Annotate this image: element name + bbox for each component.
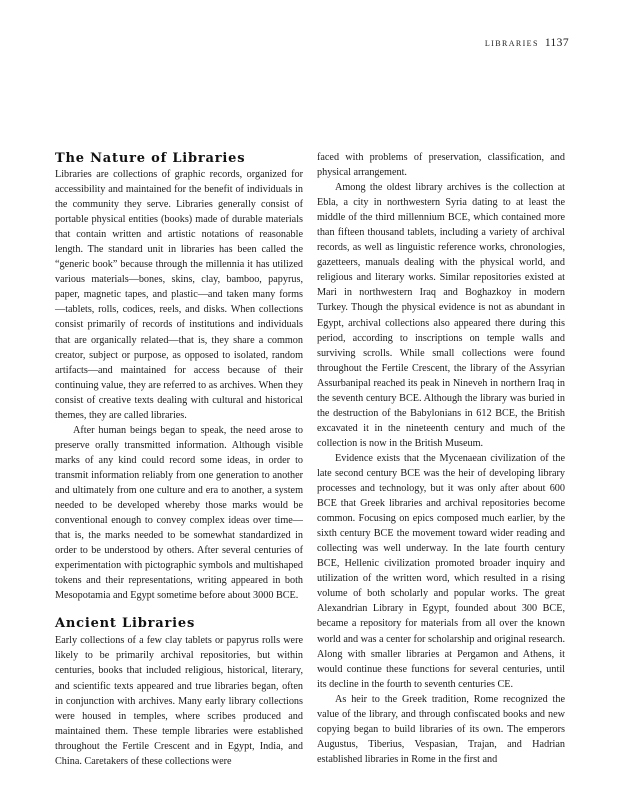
paragraph: Among the oldest library archives is the collection at Ebla, a city in northwestern Syria dating to at least the middle of the third millennium BCE, which contained more than fifteen thousand tablets, including a variety of archival records, as well as linguistic reference works, chronologies, gazetteers, manuals dealing with the physical world, and religious and literary works. Similar repositories existed at Mari in northwestern Iraq and Boghazkoy in modern Turkey. Though the physical evidence is not as abundant in Egypt, archival collections also appeared there during this period, according to inscriptions on temple walls and surviving scrolls. While small collections were found throughout the Fertile Crescent, the library of the Assyrian Assurbanipal reached its peak in Nineveh in northern Iraq in the seventh century BCE. Although the library was buried in the destruction of the Babylonians in 612 BCE, the British excavated it in the nineteenth century and much of the collection is now in the British Museum. <box>317 182 565 449</box>
left-column <box>55 150 303 769</box>
paragraph: After human beings began to speak, the need arose to preserve orally transmitted information. Although visible marks of any kind could record some ideas, in order to transmit information reliably from one generation to another and ultimately from one culture and era to another, a system needed to be developed whereby those marks would be conventional enough to convey complex ideas over time—that is, the marks needed to be somewhat standardized in order to be understood by others. After several centuries of experimentation with pictographic symbols and multishaped tokens and their representations, writing appeared in both Mesopotamia and Egypt sometime before about 3000 BCE. <box>55 424 303 602</box>
paragraph: faced with problems of preservation, classification, and physical arrangement. <box>317 152 565 179</box>
page-number: 1137 <box>544 37 569 49</box>
paragraph: Libraries are collections of graphic records, organized for accessibility and maintained for the benefit of individuals in the community they serve. Libraries generally consist of portable physical entities (books) made of durable materials that contain written and artistic notations of reasonable length. The standard unit in libraries has been called the “generic book” because through the millennia it has utilized various materials—bones, skins, clay, bamboo, papyrus, paper, magnetic tapes, and plastic—and taken many forms—tablets, rolls, codices, reels, and disks. When collections consist primarily of records of institutions and individuals that are organically related—that is, they share a common creator, subject or purpose, as opposed to isolated, random artifacts—and maintained for access because of their continuing value, they are referred to as archives. When they consist of creative texts dealing with cultural and historical themes, they are called libraries. <box>55 169 303 421</box>
paragraph: As heir to the Greek tradition, Rome recognized the value of the library, and through confiscated books and new copying began to build libraries of its own. The emperors Augustus, Tiberius, Vespasian, Trajan, and Hadrian established libraries in Rome in the first and <box>317 693 565 765</box>
running-head-title: libraries <box>484 37 539 49</box>
section-heading-nature-of-libraries: The Nature of Libraries <box>55 151 246 166</box>
running-head <box>485 37 569 49</box>
section-heading-ancient-libraries: Ancient Libraries <box>55 616 196 632</box>
right-column <box>317 150 565 767</box>
paragraph: Evidence exists that the Mycenaean civilization of the late second century BCE was the heir of developing library processes and technology, but it was only after about 600 BCE that Greek libraries and archival repositories become common. Focusing on epics composed much earlier, by the sixth century BCE the movement toward wider reading and collecting was well underway. In the late fourth century BCE, Hellenic civilization promoted broader inquiry and utilization of the written word, which resulted in a rising volume of both scholarly and popular works. The great Alexandrian Library in Egypt, founded about 300 BCE, became a repository for materials from all over the known world and was a center for scholarship and original research. Along with smaller libraries at Pergamon and Athens, it would continue these functions for several centuries, until its decline in the fourth to seventh centuries CE. <box>317 452 565 690</box>
paragraph: Early collections of a few clay tablets or papyrus rolls were likely to be primarily archival repositories, but within centuries, books that included religious, historical, literary, and scientific texts appeared and true libraries began, often in conjunction with archives. Many early library collections were housed in temples, where scribes produced and maintained them. These temple libraries were established throughout the Fertile Crescent and in Egypt, India, and China. Caretakers of these collections were <box>55 635 303 767</box>
